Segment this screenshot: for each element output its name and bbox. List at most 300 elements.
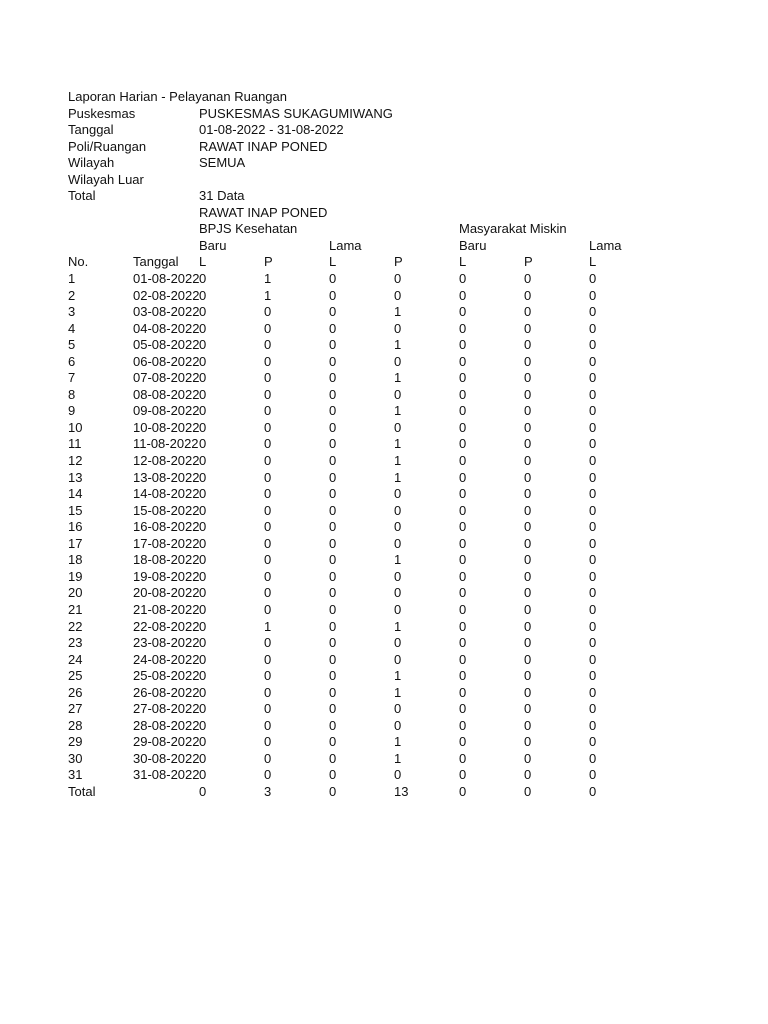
info-row-tanggal <box>68 122 728 139</box>
table-cell: 0 <box>199 668 207 684</box>
table-row <box>68 652 728 669</box>
table-cell: 1 <box>68 271 76 287</box>
table-cell: 3 <box>68 304 76 320</box>
column-header: L <box>199 254 207 270</box>
table-cell: 26 <box>68 684 83 700</box>
table-cell: 27-08-2022 <box>133 701 200 717</box>
total-cell: 0 <box>459 783 467 799</box>
table-cell: 16-08-2022 <box>133 519 200 535</box>
table-row <box>68 403 728 420</box>
table-cell: 1 <box>394 370 402 386</box>
table-cell: 30-08-2022 <box>133 750 200 766</box>
table-cell: 0 <box>329 618 337 634</box>
table-row <box>68 436 728 453</box>
table-cell: 0 <box>524 436 532 452</box>
table-cell: 0 <box>524 337 532 353</box>
table-cell: 0 <box>589 320 597 336</box>
table-cell: 0 <box>264 386 272 402</box>
table-cell: 0 <box>394 535 402 551</box>
table-cell: 0 <box>524 601 532 617</box>
table-cell: 0 <box>589 635 597 651</box>
column-header: P <box>264 254 273 270</box>
table-cell: 0 <box>329 767 337 783</box>
table-row <box>68 387 728 404</box>
table-cell: 22 <box>68 618 83 634</box>
table-cell: 0 <box>394 601 402 617</box>
total-cell: Total <box>68 783 96 799</box>
table-cell: 0 <box>459 552 467 568</box>
table-cell: 0 <box>329 651 337 667</box>
table-cell: 0 <box>459 568 467 584</box>
table-cell: 0 <box>329 453 337 469</box>
table-cell: 0 <box>589 734 597 750</box>
table-cell: 0 <box>589 767 597 783</box>
table-cell: 0 <box>524 486 532 502</box>
table-cell: 0 <box>589 486 597 502</box>
table-cell: 29-08-2022 <box>133 734 200 750</box>
table-row <box>68 635 728 652</box>
table-cell: 0 <box>199 585 207 601</box>
info-value: 31 Data <box>199 188 245 204</box>
table-cell: 0 <box>199 519 207 535</box>
table-cell: 0 <box>589 618 597 634</box>
total-cell: 13 <box>394 783 409 799</box>
table-cell: 0 <box>394 271 402 287</box>
table-cell: 0 <box>459 453 467 469</box>
info-label: Puskesmas <box>68 105 136 121</box>
table-cell: 0 <box>264 370 272 386</box>
info-label: Wilayah Luar <box>68 171 144 187</box>
table-cell: 0 <box>329 668 337 684</box>
table-cell: 0 <box>329 684 337 700</box>
table-cell: 0 <box>264 337 272 353</box>
table-cell: 0 <box>589 436 597 452</box>
table-cell: 0 <box>264 304 272 320</box>
table-row <box>68 271 728 288</box>
table-cell: 0 <box>199 750 207 766</box>
table-cell: 0 <box>524 304 532 320</box>
table-cell: 0 <box>199 436 207 452</box>
table-cell: 0 <box>264 568 272 584</box>
total-cell: 0 <box>589 783 597 799</box>
table-cell: 0 <box>329 353 337 369</box>
sub-header-row <box>68 238 728 255</box>
table-cell: 0 <box>329 535 337 551</box>
table-cell: 0 <box>394 767 402 783</box>
table-cell: 0 <box>459 767 467 783</box>
table-cell: 13-08-2022 <box>133 469 200 485</box>
table-cell: 0 <box>459 502 467 518</box>
table-cell: 0 <box>459 635 467 651</box>
table-cell: 29 <box>68 734 83 750</box>
table-row <box>68 668 728 685</box>
group-header-bpjs: BPJS Kesehatan <box>199 221 298 237</box>
info-row-total <box>68 188 728 205</box>
table-row <box>68 370 728 387</box>
table-cell: 0 <box>524 535 532 551</box>
table-cell: 0 <box>524 668 532 684</box>
table-cell: 0 <box>589 370 597 386</box>
table-cell: 0 <box>329 750 337 766</box>
table-cell: 2 <box>68 287 76 303</box>
table-cell: 0 <box>459 618 467 634</box>
table-cell: 0 <box>459 684 467 700</box>
table-cell: 0 <box>459 469 467 485</box>
table-cell: 0 <box>329 469 337 485</box>
table-cell: 0 <box>199 287 207 303</box>
table-cell: 7 <box>68 370 76 386</box>
table-row <box>68 619 728 636</box>
table-cell: 0 <box>329 271 337 287</box>
table-cell: 0 <box>524 767 532 783</box>
table-cell: 1 <box>394 684 402 700</box>
table-cell: 0 <box>329 585 337 601</box>
table-row <box>68 552 728 569</box>
table-cell: 0 <box>589 502 597 518</box>
table-cell: 0 <box>199 419 207 435</box>
table-cell: 0 <box>459 271 467 287</box>
table-cell: 0 <box>394 486 402 502</box>
table-row <box>68 751 728 768</box>
report-title: Laporan Harian - Pelayanan Ruangan <box>68 89 287 104</box>
column-header: L <box>589 254 597 270</box>
table-cell: 04-08-2022 <box>133 320 200 336</box>
sub-header-bpjs-baru: Baru <box>199 237 227 253</box>
table-cell: 0 <box>589 552 597 568</box>
info-row-puskesmas <box>68 106 728 123</box>
table-cell: 0 <box>589 535 597 551</box>
table-cell: 0 <box>264 734 272 750</box>
table-row <box>68 685 728 702</box>
table-cell: 0 <box>199 469 207 485</box>
table-cell: 0 <box>394 717 402 733</box>
table-cell: 0 <box>589 750 597 766</box>
table-cell: 4 <box>68 320 76 336</box>
table-row <box>68 734 728 751</box>
table-cell: 0 <box>459 419 467 435</box>
table-cell: 0 <box>329 635 337 651</box>
table-cell: 0 <box>524 701 532 717</box>
table-cell: 22-08-2022 <box>133 618 200 634</box>
table-cell: 0 <box>264 519 272 535</box>
table-cell: 0 <box>589 469 597 485</box>
group-header-miskin: Masyarakat Miskin <box>459 221 567 237</box>
table-cell: 16 <box>68 519 83 535</box>
table-cell: 0 <box>329 734 337 750</box>
table-cell: 0 <box>199 486 207 502</box>
table-cell: 23 <box>68 635 83 651</box>
table-cell: 0 <box>459 601 467 617</box>
table-cell: 13 <box>68 469 83 485</box>
table-cell: 0 <box>589 353 597 369</box>
table-cell: 0 <box>329 717 337 733</box>
table-cell: 0 <box>199 320 207 336</box>
table-cell: 11 <box>68 436 82 452</box>
table-cell: 0 <box>524 453 532 469</box>
table-row <box>68 486 728 503</box>
table-cell: 0 <box>329 519 337 535</box>
table-cell: 0 <box>394 585 402 601</box>
table-row <box>68 453 728 470</box>
table-cell: 0 <box>199 767 207 783</box>
table-cell: 21-08-2022 <box>133 601 200 617</box>
table-cell: 0 <box>264 601 272 617</box>
table-cell: 0 <box>199 535 207 551</box>
table-cell: 0 <box>264 419 272 435</box>
info-value: RAWAT INAP PONED <box>199 138 328 154</box>
table-cell: 0 <box>589 287 597 303</box>
total-cell: 0 <box>329 783 337 799</box>
table-cell: 1 <box>264 618 272 634</box>
table-cell: 0 <box>524 684 532 700</box>
table-cell: 0 <box>524 403 532 419</box>
table-cell: 0 <box>459 370 467 386</box>
table-cell: 0 <box>394 519 402 535</box>
table-cell: 1 <box>264 287 272 303</box>
table-cell: 0 <box>589 419 597 435</box>
table-cell: 02-08-2022 <box>133 287 200 303</box>
section-title-row <box>68 205 728 222</box>
table-cell: 1 <box>394 453 402 469</box>
table-cell: 0 <box>459 386 467 402</box>
table-cell: 0 <box>459 486 467 502</box>
table-cell: 0 <box>589 337 597 353</box>
table-row <box>68 701 728 718</box>
table-cell: 0 <box>589 601 597 617</box>
table-cell: 0 <box>329 486 337 502</box>
table-cell: 0 <box>199 370 207 386</box>
table-cell: 10-08-2022 <box>133 419 200 435</box>
table-cell: 0 <box>524 552 532 568</box>
table-cell: 0 <box>459 304 467 320</box>
table-cell: 15-08-2022 <box>133 502 200 518</box>
table-cell: 06-08-2022 <box>133 353 200 369</box>
table-cell: 24 <box>68 651 83 667</box>
table-cell: 12-08-2022 <box>133 453 200 469</box>
table-cell: 0 <box>199 386 207 402</box>
table-cell: 0 <box>264 668 272 684</box>
table-cell: 0 <box>459 436 467 452</box>
table-cell: 0 <box>264 552 272 568</box>
table-cell: 0 <box>459 287 467 303</box>
column-header: L <box>329 254 337 270</box>
table-cell: 21 <box>68 601 83 617</box>
info-row-poli <box>68 139 728 156</box>
table-cell: 0 <box>459 585 467 601</box>
column-header: No. <box>68 254 89 270</box>
table-cell: 0 <box>524 287 532 303</box>
table-cell: 0 <box>199 568 207 584</box>
table-cell: 0 <box>329 552 337 568</box>
table-cell: 0 <box>394 701 402 717</box>
table-cell: 0 <box>524 469 532 485</box>
table-cell: 0 <box>329 337 337 353</box>
table-cell: 0 <box>524 651 532 667</box>
table-cell: 1 <box>394 734 402 750</box>
report-title-row <box>68 89 728 106</box>
table-cell: 0 <box>394 353 402 369</box>
table-cell: 07-08-2022 <box>133 370 200 386</box>
table-row <box>68 470 728 487</box>
table-cell: 0 <box>589 304 597 320</box>
total-cell: 3 <box>264 783 272 799</box>
table-cell: 17-08-2022 <box>133 535 200 551</box>
table-cell: 0 <box>394 651 402 667</box>
table-cell: 03-08-2022 <box>133 304 200 320</box>
table-cell: 1 <box>394 337 402 353</box>
table-cell: 0 <box>329 370 337 386</box>
table-cell: 18 <box>68 552 83 568</box>
table-cell: 0 <box>459 750 467 766</box>
table-cell: 10 <box>68 419 83 435</box>
table-cell: 30 <box>68 750 83 766</box>
table-cell: 0 <box>524 271 532 287</box>
info-label: Poli/Ruangan <box>68 138 147 154</box>
table-row <box>68 503 728 520</box>
table-cell: 0 <box>459 717 467 733</box>
table-row <box>68 536 728 553</box>
table-cell: 0 <box>329 701 337 717</box>
table-cell: 08-08-2022 <box>133 386 200 402</box>
table-cell: 0 <box>589 717 597 733</box>
table-cell: 0 <box>524 618 532 634</box>
table-cell: 0 <box>459 403 467 419</box>
table-cell: 0 <box>459 651 467 667</box>
table-row <box>68 585 728 602</box>
table-cell: 0 <box>394 502 402 518</box>
table-cell: 31 <box>68 767 83 783</box>
table-cell: 0 <box>589 668 597 684</box>
table-cell: 31-08-2022 <box>133 767 200 783</box>
table-cell: 0 <box>589 271 597 287</box>
table-cell: 25-08-2022 <box>133 668 200 684</box>
table-cell: 0 <box>264 453 272 469</box>
table-cell: 0 <box>524 568 532 584</box>
table-cell: 0 <box>589 453 597 469</box>
table-cell: 0 <box>199 403 207 419</box>
table-cell: 0 <box>524 370 532 386</box>
table-cell: 0 <box>329 419 337 435</box>
table-cell: 0 <box>264 353 272 369</box>
total-row <box>68 784 728 801</box>
table-cell: 6 <box>68 353 76 369</box>
table-row <box>68 354 728 371</box>
sub-header-miskin-baru: Baru <box>459 237 487 253</box>
table-cell: 0 <box>264 767 272 783</box>
table-row <box>68 602 728 619</box>
table-cell: 0 <box>394 568 402 584</box>
table-cell: 0 <box>459 353 467 369</box>
table-cell: 0 <box>329 502 337 518</box>
table-cell: 20 <box>68 585 83 601</box>
table-cell: 27 <box>68 701 83 717</box>
table-cell: 0 <box>524 519 532 535</box>
table-cell: 0 <box>459 337 467 353</box>
table-cell: 0 <box>199 304 207 320</box>
total-cell: 0 <box>524 783 532 799</box>
table-cell: 0 <box>459 701 467 717</box>
table-cell: 14 <box>68 486 83 502</box>
table-cell: 0 <box>264 535 272 551</box>
table-cell: 0 <box>329 304 337 320</box>
column-header: P <box>524 254 533 270</box>
table-cell: 09-08-2022 <box>133 403 200 419</box>
report-sheet <box>68 89 728 801</box>
info-label: Tanggal <box>68 122 114 138</box>
table-cell: 0 <box>264 486 272 502</box>
group-header-row <box>68 221 728 238</box>
table-cell: 9 <box>68 403 76 419</box>
table-cell: 0 <box>329 287 337 303</box>
table-row <box>68 304 728 321</box>
table-cell: 0 <box>394 386 402 402</box>
table-cell: 0 <box>264 635 272 651</box>
table-cell: 0 <box>264 403 272 419</box>
sub-header-miskin-lama: Lama <box>589 237 622 253</box>
table-cell: 0 <box>524 717 532 733</box>
table-cell: 0 <box>459 519 467 535</box>
table-cell: 23-08-2022 <box>133 635 200 651</box>
table-cell: 0 <box>199 353 207 369</box>
table-cell: 18-08-2022 <box>133 552 200 568</box>
table-cell: 0 <box>199 651 207 667</box>
table-cell: 0 <box>589 386 597 402</box>
table-cell: 0 <box>589 585 597 601</box>
table-row <box>68 519 728 536</box>
table-cell: 15 <box>68 502 83 518</box>
info-value: SEMUA <box>199 155 246 171</box>
table-cell: 0 <box>329 403 337 419</box>
table-cell: 0 <box>264 651 272 667</box>
table-cell: 11-08-2022 <box>133 436 199 452</box>
table-cell: 25 <box>68 668 83 684</box>
table-cell: 17 <box>68 535 83 551</box>
table-cell: 0 <box>524 635 532 651</box>
info-label: Total <box>68 188 96 204</box>
table-cell: 0 <box>199 684 207 700</box>
table-cell: 1 <box>394 618 402 634</box>
table-cell: 0 <box>589 403 597 419</box>
table-row <box>68 718 728 735</box>
table-cell: 0 <box>199 635 207 651</box>
table-cell: 5 <box>68 337 76 353</box>
table-cell: 0 <box>394 635 402 651</box>
table-cell: 12 <box>68 453 83 469</box>
table-cell: 0 <box>329 601 337 617</box>
info-row-wilayah-luar <box>68 172 728 189</box>
table-cell: 0 <box>329 320 337 336</box>
table-cell: 0 <box>459 320 467 336</box>
table-cell: 0 <box>589 568 597 584</box>
table-cell: 0 <box>394 287 402 303</box>
table-cell: 0 <box>524 353 532 369</box>
sub-header-bpjs-lama: Lama <box>329 237 362 253</box>
table-cell: 1 <box>394 436 402 452</box>
table-cell: 0 <box>199 734 207 750</box>
section-title: RAWAT INAP PONED <box>199 204 328 220</box>
table-cell: 0 <box>264 320 272 336</box>
info-value: 01-08-2022 - 31-08-2022 <box>199 122 344 138</box>
table-cell: 0 <box>264 585 272 601</box>
table-cell: 0 <box>264 469 272 485</box>
table-cell: 1 <box>394 750 402 766</box>
table-cell: 28-08-2022 <box>133 717 200 733</box>
table-cell: 0 <box>524 320 532 336</box>
table-cell: 1 <box>394 469 402 485</box>
table-cell: 26-08-2022 <box>133 684 200 700</box>
table-cell: 0 <box>524 750 532 766</box>
table-cell: 0 <box>589 684 597 700</box>
